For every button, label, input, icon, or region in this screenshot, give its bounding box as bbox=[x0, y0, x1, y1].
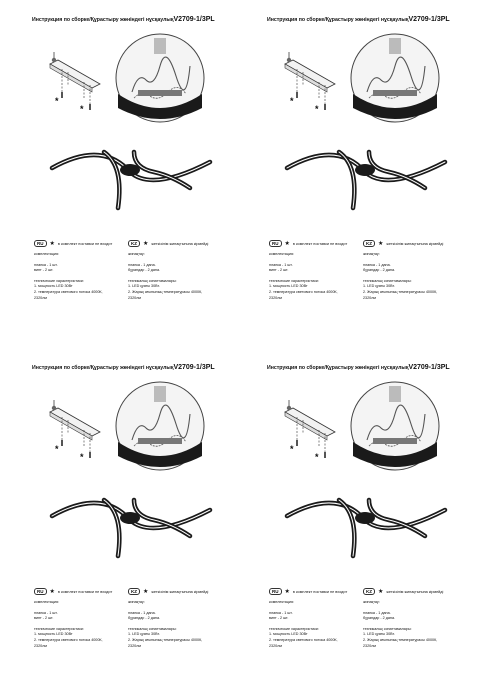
not-included-note-kz: KZ ★ жеткізілім жинақтығына кірмейді bbox=[363, 588, 443, 595]
instruction-panel bbox=[257, 360, 483, 690]
star-icon: ★ bbox=[49, 588, 55, 595]
star-icon: ★ bbox=[49, 240, 55, 247]
ceiling-dome-icon bbox=[351, 382, 439, 470]
not-included-note-kz: KZ ★ жеткізілім жинақтығына кірмейді bbox=[128, 588, 208, 595]
chandelier-icon bbox=[52, 500, 210, 556]
not-included-note-ru: RU ★ в комплект поставки не входит bbox=[34, 588, 112, 595]
svg-text:*: * bbox=[80, 104, 84, 114]
instruction-panel bbox=[22, 360, 248, 690]
star-icon: ★ bbox=[284, 588, 290, 595]
panel-title: Инструкция по сборке/Құрастыру жөніндегі нұсқаулықV2709-1/3PL bbox=[32, 16, 215, 23]
ceiling-dome-icon bbox=[116, 34, 204, 122]
kz-badge: KZ bbox=[128, 588, 140, 595]
chandelier-icon bbox=[287, 500, 445, 556]
star-icon: ★ bbox=[378, 240, 384, 247]
svg-text:*: * bbox=[290, 96, 294, 106]
ru-badge: RU bbox=[34, 588, 47, 595]
svg-text:*: * bbox=[315, 104, 319, 114]
star-icon bbox=[55, 96, 84, 114]
specs-ru: комплектация: планка - 1 шт. винт - 2 шт. технические характеристики: 1. мощность LED 30Вт 2. температура светового потока 4000К, 2320лм bbox=[269, 600, 338, 648]
star-icon: ★ bbox=[284, 240, 290, 247]
specs-kz: жинақтау: планка - 1 дана. бұрандар - 2 дана. техникалық сипаттамалары: 1. LED қуаты 30Вт. 2. Жарық ағынының температурасы 4000К, 2320лм bbox=[363, 252, 438, 300]
not-included-note-ru: RU ★ в комплект поставки не входит bbox=[269, 588, 347, 595]
panel-title: Инструкция по сборке/Құрастыру жөніндегі нұсқаулықV2709-1/3PL bbox=[267, 364, 450, 371]
kz-badge: KZ bbox=[363, 240, 375, 247]
specs-kz: жинақтау: планка - 1 дана. бұрандар - 2 дана. техникалық сипаттамалары: 1. LED қуаты 30Вт. 2. Жарық ағынының температурасы 4000К, 2320лм bbox=[128, 252, 203, 300]
ceiling-dome-icon bbox=[116, 382, 204, 470]
kz-badge: KZ bbox=[128, 240, 140, 247]
star-icon bbox=[290, 444, 319, 462]
ru-badge: RU bbox=[269, 240, 282, 247]
panel-title: Инструкция по сборке/Құрастыру жөніндегі нұсқаулықV2709-1/3PL bbox=[267, 16, 450, 23]
instruction-panel bbox=[22, 12, 248, 342]
instruction-panel bbox=[257, 12, 483, 342]
svg-text:*: * bbox=[290, 444, 294, 454]
svg-text:*: * bbox=[55, 444, 59, 454]
chandelier-icon bbox=[52, 152, 210, 208]
star-icon bbox=[290, 96, 319, 114]
ru-badge: RU bbox=[269, 588, 282, 595]
svg-text:*: * bbox=[55, 96, 59, 106]
star-icon: ★ bbox=[143, 240, 149, 247]
star-icon bbox=[55, 444, 84, 462]
chandelier-icon bbox=[287, 152, 445, 208]
kz-badge: KZ bbox=[363, 588, 375, 595]
not-included-note-kz: KZ ★ жеткізілім жинақтығына кірмейді bbox=[363, 240, 443, 247]
specs-ru: комплектация: планка - 1 шт. винт - 2 шт. технические характеристики: 1. мощность LED 30Вт 2. температура светового потока 4000К, 2320лм bbox=[34, 252, 103, 300]
not-included-note-ru: RU ★ в комплект поставки не входит bbox=[34, 240, 112, 247]
panel-title: Инструкция по сборке/Құрастыру жөніндегі нұсқаулықV2709-1/3PL bbox=[32, 364, 215, 371]
not-included-note-ru: RU ★ в комплект поставки не входит bbox=[269, 240, 347, 247]
star-icon: ★ bbox=[143, 588, 149, 595]
ru-badge: RU bbox=[34, 240, 47, 247]
star-icon: ★ bbox=[378, 588, 384, 595]
ceiling-dome-icon bbox=[351, 34, 439, 122]
specs-ru: комплектация: планка - 1 шт. винт - 2 шт. технические характеристики: 1. мощность LED 30Вт 2. температура светового потока 4000К, 2320лм bbox=[34, 600, 103, 648]
specs-kz: жинақтау: планка - 1 дана. бұрандар - 2 дана. техникалық сипаттамалары: 1. LED қуаты 30Вт. 2. Жарық ағынының температурасы 4000К, 2320лм bbox=[128, 600, 203, 648]
svg-text:*: * bbox=[80, 452, 84, 462]
specs-kz: жинақтау: планка - 1 дана. бұрандар - 2 дана. техникалық сипаттамалары: 1. LED қуаты 30Вт. 2. Жарық ағынының температурасы 4000К, 2320лм bbox=[363, 600, 438, 648]
specs-ru: комплектация: планка - 1 шт. винт - 2 шт. технические характеристики: 1. мощность LED 30Вт 2. температура светового потока 4000К, 2320лм bbox=[269, 252, 338, 300]
not-included-note-kz: KZ ★ жеткізілім жинақтығына кірмейді bbox=[128, 240, 208, 247]
svg-text:*: * bbox=[315, 452, 319, 462]
